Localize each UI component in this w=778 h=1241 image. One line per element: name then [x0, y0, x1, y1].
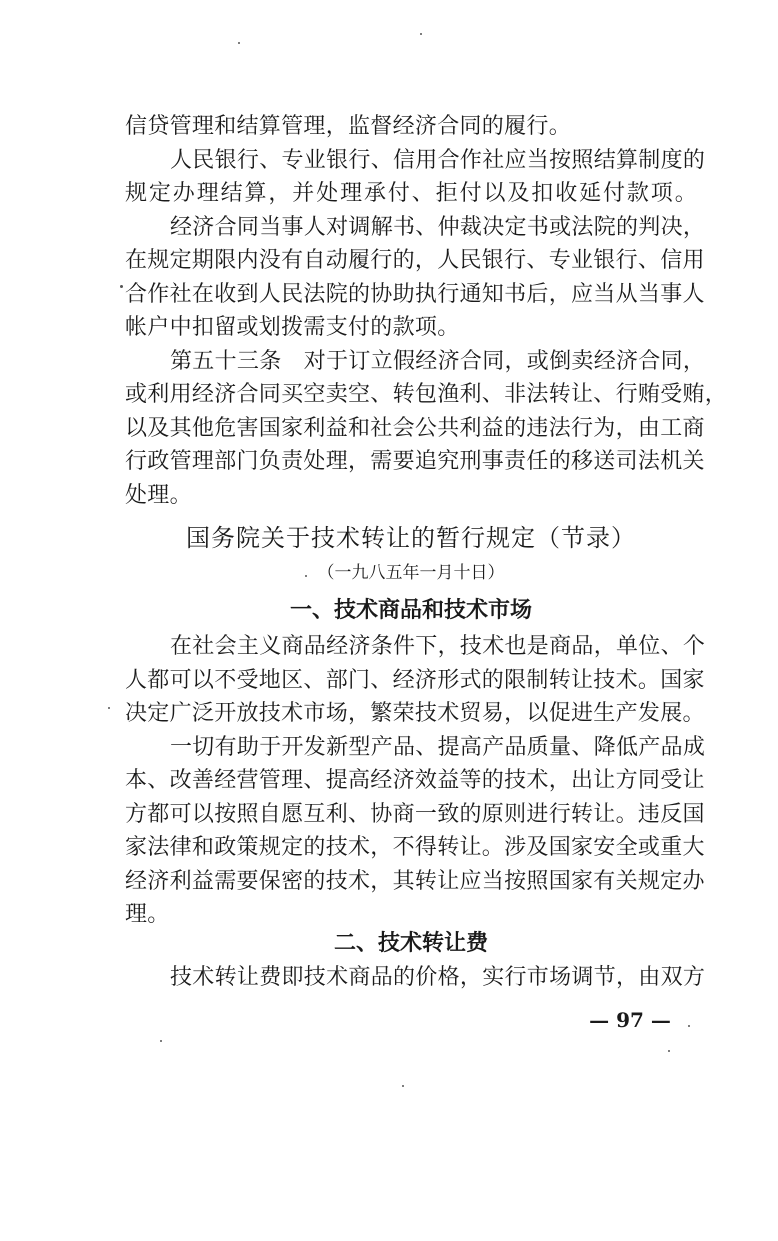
scan-speck [238, 42, 240, 44]
document-date: （一九八五年一月十日） [317, 563, 505, 583]
section-heading-2: 二、技术转让费 [333, 931, 488, 956]
paragraph-line: 信贷管理和结算管理，监督经济合同的履行。 [125, 114, 572, 139]
paragraph-line: 在社会主义商品经济条件下，技术也是商品，单位、个 [170, 634, 706, 659]
paragraph-line: 方都可以按照自愿互利、协商一致的原则进行转让。违反国 [125, 802, 705, 827]
paragraph-line: 帐户中扣留或划拨需支付的款项。 [125, 315, 460, 340]
paragraph-line: 决定广泛开放技术市场，繁荣技术贸易，以促进生产发展。 [125, 701, 705, 726]
paragraph-line: 本、改善经营管理、提高经济效益等的技术，出让方同受让 [125, 768, 705, 793]
paragraph-line: 合作社在收到人民法院的协助执行通知书后，应当从当事人 [125, 282, 705, 307]
paragraph-line: 经济合同当事人对调解书、仲裁决定书或法院的判决， [170, 215, 706, 240]
paragraph-line: 技术转让费即技术商品的价格，实行市场调节，由双方 [170, 965, 706, 990]
scan-speck [120, 285, 123, 288]
document-title: 国务院关于技术转让的暂行规定（节录） [186, 524, 636, 552]
section-heading-1: 一、技术商品和技术市场 [289, 598, 532, 623]
paragraph-line: 行政管理部门负责处理，需要追究刑事责任的移送司法机关 [125, 449, 705, 474]
paragraph-line: 理。 [125, 902, 170, 927]
paragraph-line: 以及其他危害国家利益和社会公共利益的违法行为，由工商 [125, 416, 705, 441]
scan-speck [688, 1025, 690, 1027]
scan-speck [668, 1050, 670, 1052]
scan-speck [420, 33, 422, 35]
page-number: — 97 — [589, 1008, 671, 1032]
scan-speck [160, 1040, 162, 1042]
paragraph-line: 在规定期限内没有自动履行的，人民银行、专业银行、信用 [125, 248, 705, 273]
scan-speck [305, 575, 307, 577]
scan-speck [108, 707, 110, 709]
paragraph-line: 人民银行、专业银行、信用合作社应当按照结算制度的 [170, 148, 706, 173]
paragraph-line: 家法律和政策规定的技术，不得转让。涉及国家安全或重大 [125, 835, 705, 860]
article-53-line: 第五十三条 对于订立假经济合同，或倒卖经济合同， [170, 349, 706, 374]
scan-speck [402, 1085, 404, 1087]
paragraph-line: 人都可以不受地区、部门、经济形式的限制转让技术。国家 [125, 668, 705, 693]
paragraph-line: 一切有助于开发新型产品、提高产品质量、降低产品成 [170, 735, 706, 760]
paragraph-line: 处理。 [125, 483, 192, 508]
paragraph-line: 规定办理结算，并处理承付、拒付以及扣收延付款项。 [125, 181, 697, 206]
paragraph-line: 经济利益需要保密的技术，其转让应当按照国家有关规定办 [125, 869, 705, 894]
paragraph-line: 或利用经济合同买空卖空、转包渔利、非法转让、行贿受贿， [125, 382, 728, 407]
